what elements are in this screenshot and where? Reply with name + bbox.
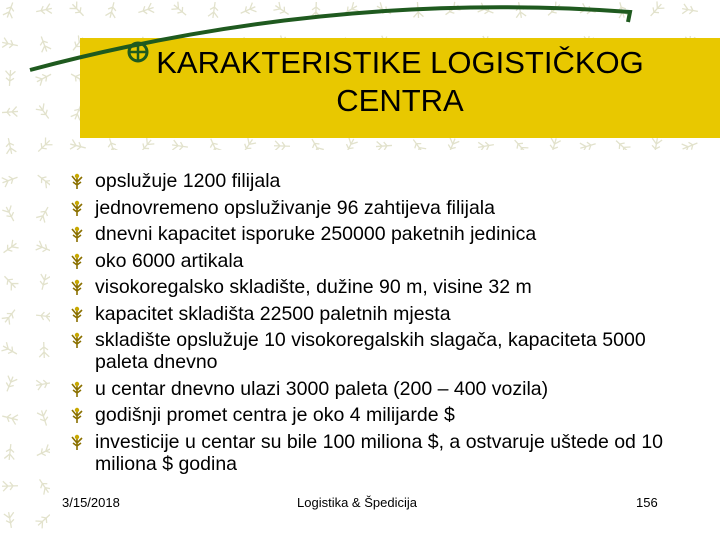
list-item-text: godišnji promet centra je oko 4 milijarde $ [95,404,455,426]
leaf-bullet-icon [70,306,84,323]
leaf-bullet-icon [70,407,84,424]
list-item [70,431,670,475]
list-item-text: jednovremeno opsluživanje 96 zahtijeva filijala [95,196,495,219]
list-item-text: opslužuje 1200 filijala [95,170,281,192]
list-item [70,378,670,400]
leaf-bullet-icon [70,381,84,398]
leaf-bullet-icon [70,434,84,451]
list-item [70,197,670,219]
list-item [70,223,670,245]
leaf-bullet-icon [70,173,84,190]
list-item [70,404,670,426]
list-item [70,170,670,192]
list-item-text: u centar dnevno ulazi 3000 paleta (200 – 400 vozila) [95,377,549,400]
leaf-bullet-icon [70,226,84,243]
list-item [70,276,670,298]
footer-date: 3/15/2018 [62,495,120,510]
leaf-bullet-icon [70,200,84,217]
footer-title: Logistika & Špedicija [297,495,417,510]
leaf-bullet-icon [70,279,84,296]
slide-title: KARAKTERISTIKE LOGISTIČKOG CENTRA [156,45,644,118]
footer-page-number: 156 [636,495,658,510]
list-item-text: investicije u centar su bile 100 miliona $, a ostvaruje uštede od 10 miliona $ godina [95,430,664,475]
list-item-text: dnevni kapacitet isporuke 250000 paketnih jedinica [95,223,537,245]
bullet-list [70,170,670,479]
list-item [70,329,670,373]
list-item-text: kapacitet skladišta 22500 paletnih mjesta [95,302,451,325]
list-item-text: oko 6000 artikala [95,249,244,272]
leaf-bullet-icon [70,253,84,270]
list-item [70,303,670,325]
leaf-bullet-icon [70,332,84,349]
list-item-text: skladište opslužuje 10 visokoregalskih slagača, kapaciteta 5000 paleta dnevno [95,329,646,373]
list-item-text: visokoregalsko skladište, dužine 90 m, visine 32 m [95,276,532,298]
list-item [70,250,670,272]
